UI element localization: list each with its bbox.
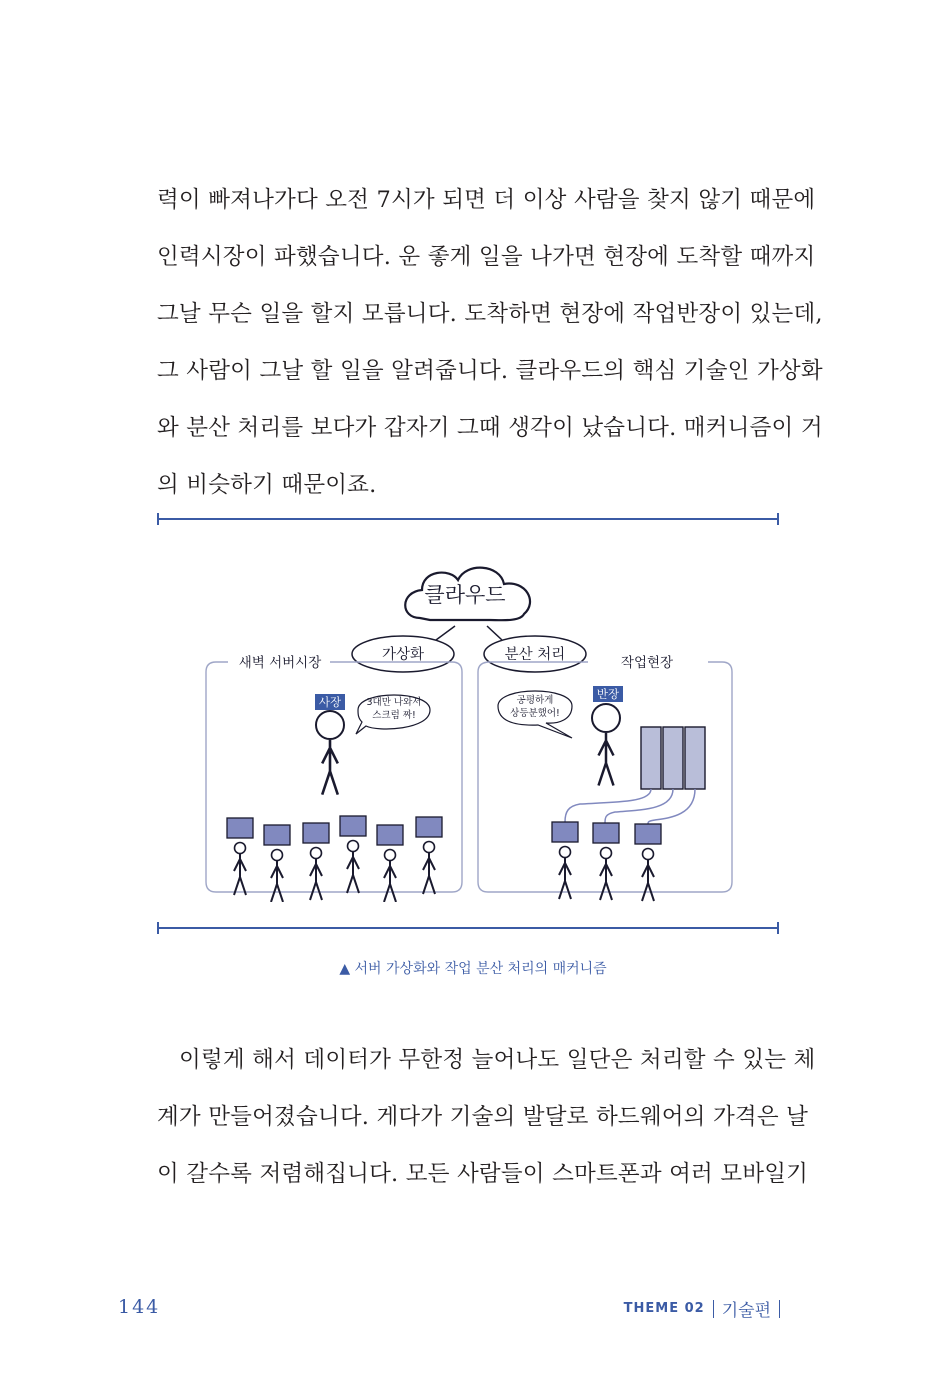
distributed-processing-label: 분산 처리	[504, 647, 566, 663]
server-rack-icon	[641, 727, 705, 789]
server-workers-right	[552, 822, 661, 901]
boss-speech-line2: 스크럼 짜!	[372, 710, 416, 721]
footer-theme: THEME 02	[623, 1301, 705, 1316]
figure-caption: ▲ 서버 가상화와 작업 분산 처리의 매커니즘	[339, 961, 607, 977]
text-line: 그날 무슨 일을 할지 모릅니다. 도착하면 현장에 작업반장이 있는데,	[157, 301, 823, 327]
cloud-mechanism-diagram	[200, 540, 746, 902]
foreman-tag: 반장	[596, 687, 620, 701]
boss-figure	[315, 694, 345, 795]
text-line: 인력시장이 파했습니다. 운 좋게 일을 나가면 현장에 도착할 때까지	[157, 244, 816, 270]
text-line: 의 비슷하기 때문이죠.	[157, 472, 377, 498]
foreman-speech-line1: 공평하게	[516, 695, 554, 706]
text-line: 력이 빠져나가다 오전 7시가 되면 더 이상 사람을 찾지 않기 때문에	[157, 187, 816, 213]
figure-bottom-rule	[157, 927, 779, 929]
text-line: 이렇게 해서 데이터가 무한정 늘어나도 일단은 처리할 수 있는 체	[179, 1047, 816, 1073]
foreman-figure	[592, 686, 623, 786]
text-line: 와 분산 처리를 보다가 갑자기 그때 생각이 났습니다. 매커니즘이 거	[157, 415, 823, 441]
foreman-speech-line2: 상등분했어!	[510, 708, 560, 719]
cloud-label: 클라우드	[424, 583, 506, 607]
text-line: 그 사람이 그날 할 일을 알려줍니다. 클라우드의 핵심 기술인 가상화	[157, 358, 823, 384]
right-panel-title: 작업현장	[620, 655, 674, 671]
body-paragraph-bottom	[157, 1032, 816, 1203]
running-footer	[624, 1296, 780, 1321]
cloud-icon	[405, 568, 530, 621]
left-panel-title: 새벽 서버시장	[238, 655, 322, 671]
text-line: 계가 만들어졌습니다. 게다가 기술의 발달로 하드웨어의 가격은 날	[157, 1104, 809, 1130]
boss-tag: 사장	[318, 695, 342, 709]
footer-divider	[779, 1300, 780, 1318]
boss-speech-line1: 3대만 나와서	[366, 697, 422, 708]
network-links	[565, 789, 695, 824]
footer-section: 기술편	[721, 1301, 771, 1321]
body-paragraph-top	[157, 172, 823, 514]
text-line: 이 갈수록 저렴해집니다. 모든 사람들이 스마트폰과 여러 모바일기	[157, 1161, 809, 1187]
virtualization-label: 가상화	[381, 647, 425, 663]
figure-top-rule	[157, 518, 779, 520]
footer-divider	[713, 1300, 714, 1318]
page-number: 144	[118, 1296, 161, 1318]
server-workers-left	[227, 816, 442, 902]
